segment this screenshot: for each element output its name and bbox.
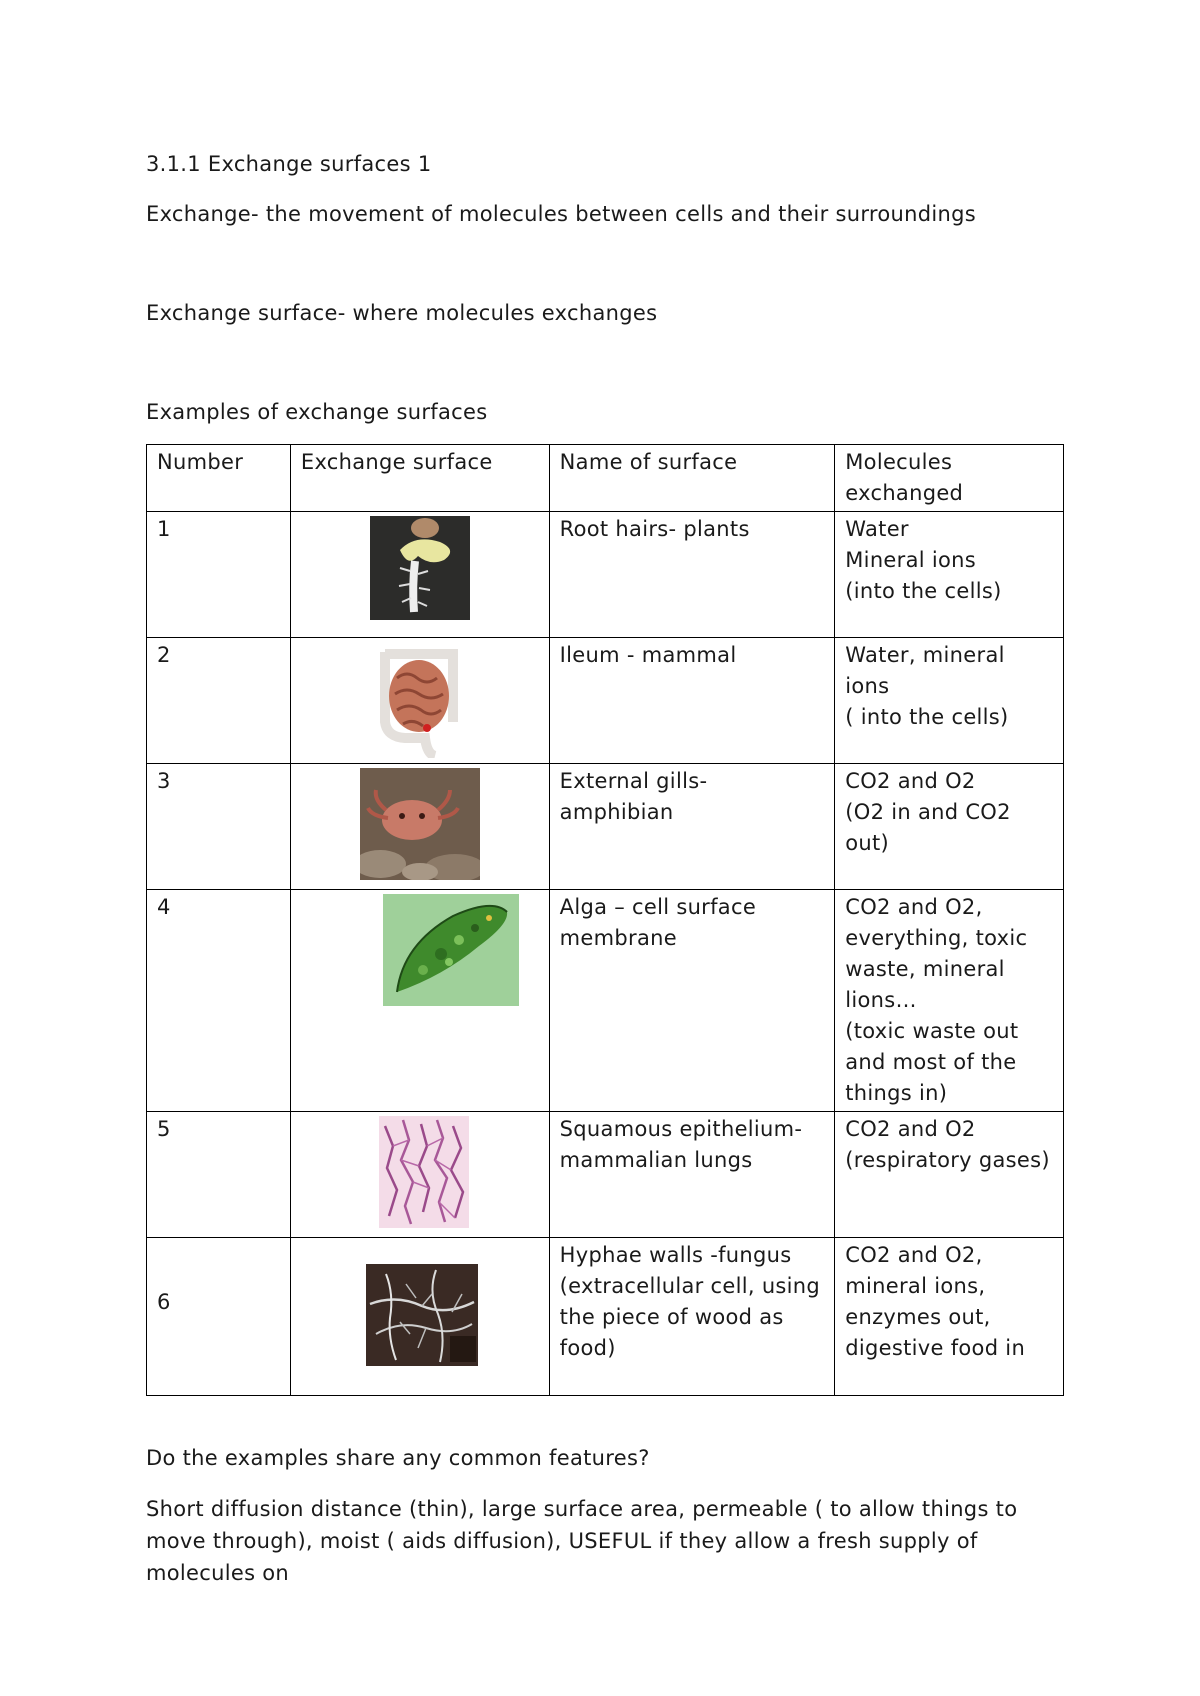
table-row (147, 1238, 1064, 1396)
molecules-exchanged: CO2 and O2, mineral ions, enzymes out, digestive food in (835, 1238, 1064, 1396)
molecules-exchanged: CO2 and O2 (respiratory gases) (835, 1112, 1064, 1238)
row-number: 1 (147, 512, 291, 638)
row-number: 5 (147, 1112, 291, 1238)
surface-image-cell (290, 1238, 549, 1396)
row-number: 2 (147, 638, 291, 764)
question-text: Do the examples share any common features? (146, 1446, 650, 1470)
surface-name: Ileum - mammal (549, 638, 835, 764)
page-title: 3.1.1 Exchange surfaces 1 (146, 152, 432, 176)
molecules-exchanged: Water Mineral ions (into the cells) (835, 512, 1064, 638)
axolotl-gills-image (360, 768, 480, 880)
surface-name: Hyphae walls -fungus (extracellular cell, using the piece of wood as food) (549, 1238, 835, 1396)
surface-image-cell (290, 638, 549, 764)
answer-text: Short diffusion distance (thin), large surface area, permeable ( to allow things to move through), moist ( aids diffusion), USEFUL if they allow a fresh supply of molecules on (146, 1497, 1018, 1585)
surface-image-cell (290, 512, 549, 638)
root-hair-seedling-image (370, 516, 470, 620)
exchange-surfaces-table (146, 444, 1064, 1396)
surface-image-cell (290, 1112, 549, 1238)
surface-name: External gills- amphibian (549, 764, 835, 890)
surface-name: Root hairs- plants (549, 512, 835, 638)
surface-name: Alga – cell surface membrane (549, 890, 835, 1112)
exchange-definition: Exchange- the movement of molecules between cells and their surroundings (146, 202, 976, 226)
euglena-alga-image (383, 894, 519, 1006)
molecules-exchanged: CO2 and O2, everything, toxic waste, mineral lions… (toxic waste out and most of the things in) (835, 890, 1064, 1112)
row-number: 6 (147, 1238, 291, 1396)
table-row (147, 1112, 1064, 1238)
squamous-epithelium-image (379, 1116, 469, 1228)
header-molecules-exchanged: Molecules exchanged (835, 445, 1064, 512)
table-row (147, 638, 1064, 764)
header-exchange-surface: Exchange surface (290, 445, 549, 512)
table-row (147, 764, 1064, 890)
surface-image-cell (290, 890, 549, 1112)
surface-image-cell (290, 764, 549, 890)
table-row (147, 890, 1064, 1112)
row-number: 3 (147, 764, 291, 890)
surface-name: Squamous epithelium- mammalian lungs (549, 1112, 835, 1238)
intestine-ileum-image (365, 642, 475, 758)
fungal-hyphae-image (366, 1264, 478, 1366)
header-number: Number (147, 445, 291, 512)
molecules-exchanged: Water, mineral ions ( into the cells) (835, 638, 1064, 764)
exchange-surface-definition: Exchange surface- where molecules exchanges (146, 301, 658, 325)
row-number: 4 (147, 890, 291, 1112)
molecules-exchanged: CO2 and O2 (O2 in and CO2 out) (835, 764, 1064, 890)
table-row (147, 512, 1064, 638)
table-heading: Examples of exchange surfaces (146, 400, 488, 424)
table-header-row (147, 445, 1064, 512)
header-name-of-surface: Name of surface (549, 445, 835, 512)
